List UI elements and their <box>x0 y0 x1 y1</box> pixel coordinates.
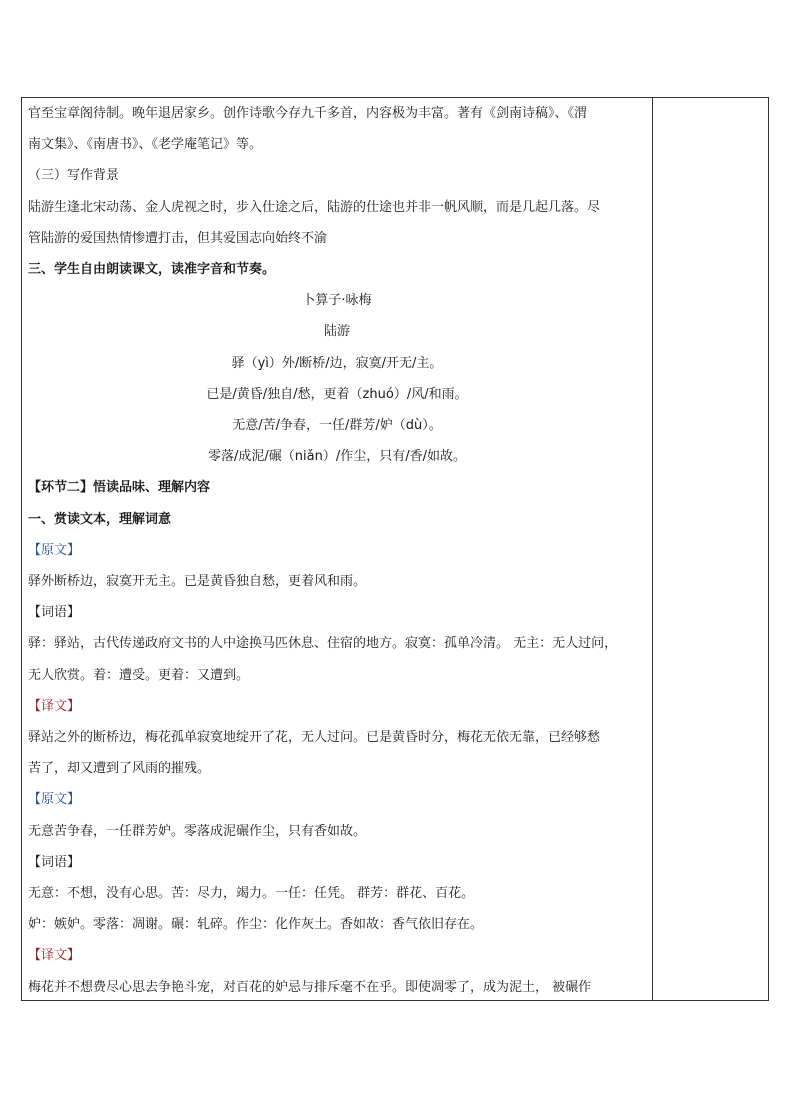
text-line: 无人欣赏。着：遭受。更着：又遭到。 <box>28 668 250 683</box>
poem-line: 已是/黄昏/独自/愁，更着（zhuó）/风/和雨。 <box>206 387 468 402</box>
label-words: 【词语】 <box>28 855 81 870</box>
lesson-table <box>21 97 769 1001</box>
text-line: 无意苦争春，一任群芳妒。零落成泥碾作尘，只有香如故。 <box>28 824 367 839</box>
section-heading: 一、赏读文本，理解词意 <box>28 512 172 527</box>
text-line: 梅花并不想费尽心思去争艳斗宠，对百花的妒忌与排斥毫不在乎。即使凋零了，成为泥土， 被碾作 <box>28 980 592 995</box>
text-line: 驿外断桥边，寂寞开无主。已是黄昏独自愁，更着风和雨。 <box>28 574 367 589</box>
text-line: 管陆游的爱国热情惨遭打击，但其爱国志向始终不渝 <box>28 231 328 246</box>
text-line: 无意：不想，没有心思。苦：尽力，竭力。一任：任凭。 群芳：群花、百花。 <box>28 886 475 901</box>
poem-author: 陆游 <box>323 324 350 339</box>
text-line: 陆游生逢北宋动荡、金人虎视之时，步入仕途之后，陆游的仕途也并非一帆风顺，而是几起几落。尽 <box>28 200 601 215</box>
poem-line: 零落/成泥/碾（niǎn）/作尘，只有/香/如故。 <box>208 449 466 464</box>
section-heading: （三）写作背景 <box>28 168 120 183</box>
poem-title: 卜算子·咏梅 <box>302 293 372 308</box>
label-translation: 【译文】 <box>28 699 81 714</box>
text-line: 南文集》、《南唐书》、《老学庵笔记》等。 <box>28 137 263 152</box>
label-translation: 【译文】 <box>28 948 81 963</box>
poem-line: 驿（yì）外/断桥/边，寂寞/开无/主。 <box>231 356 443 371</box>
text-line: 驿站之外的断桥边，梅花孤单寂寞地绽开了花，无人过问。已是黄昏时分，梅花无依无靠，已经够愁 <box>28 730 601 745</box>
label-original: 【原文】 <box>28 792 81 807</box>
text-line: 苦了，却又遭到了风雨的摧残。 <box>28 761 211 776</box>
column-divider <box>652 98 653 1000</box>
text-line: 驿：驿站，古代传递政府文书的人中途换马匹休息、住宿的地方。寂寞：孤单冷清。 无主：无人过问， <box>28 636 618 651</box>
label-words: 【词语】 <box>28 605 81 620</box>
text-line: 官至宝章阁待制。晚年退居家乡。创作诗歌今存九千多首，内容极为丰富。著有《剑南诗稿》、《渭 <box>28 106 588 121</box>
section-heading: 【环节二】悟读品味、理解内容 <box>28 480 211 495</box>
text-line: 妒：嫉妒。零落：凋谢。碾：轧碎。作尘：化作灰土。香如故：香气依旧存在。 <box>28 917 484 932</box>
section-heading: 三、学生自由朗读课文，读准字音和节奏。 <box>28 262 276 277</box>
poem-line: 无意/苦/争春，一任/群芳/妒（dù）。 <box>232 418 442 433</box>
label-original: 【原文】 <box>28 543 81 558</box>
